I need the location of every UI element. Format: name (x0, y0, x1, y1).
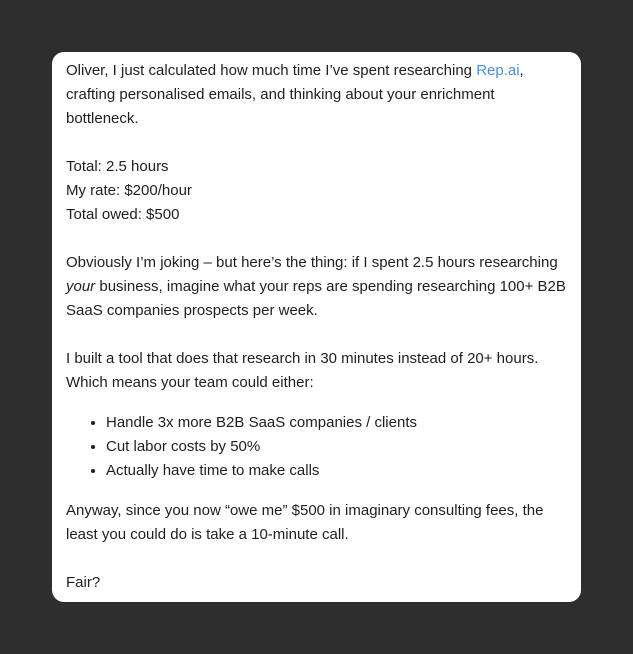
benefit-item: • Actually have time to make calls (106, 459, 567, 483)
rate-line: My rate: $200/hour (66, 182, 192, 199)
tool-paragraph (66, 347, 567, 395)
emphasis-your: your (66, 278, 96, 295)
message-card (52, 52, 581, 602)
rep-ai-link[interactable]: Rep.ai (476, 62, 520, 79)
joke-paragraph (66, 251, 567, 323)
benefits-list (66, 411, 567, 483)
joke-text-end: business, imagine what your reps are spending researching 100+ B2B SaaS companies prospects per week. (66, 278, 566, 319)
total-owed-line: Total owed: $500 (66, 206, 180, 223)
benefit-item: • Cut labor costs by 50% (106, 435, 567, 459)
intro-text-start: Oliver, I just calculated how much time I’ve spent researching (66, 62, 477, 79)
tool-line-1: I built a tool that does that research in 30 minutes instead of 20+ hours. (66, 350, 539, 367)
intro-paragraph (66, 59, 567, 131)
call-request-paragraph: Anyway, since you now “owe me” $500 in imaginary consulting fees, the least you could do is take a 10-minute call. (66, 502, 544, 543)
tool-line-2: Which means your team could either: (66, 374, 314, 391)
intro-text-end: , crafting personalised emails, and thinking about your enrichment bottleneck. (66, 62, 524, 127)
benefit-item: • Handle 3x more B2B SaaS companies / clients (106, 411, 567, 435)
total-hours-line: Total: 2.5 hours (66, 158, 169, 175)
invoice-paragraph (66, 155, 567, 227)
closing-question: Fair? (66, 574, 101, 591)
joke-text-start: Obviously I’m joking – but here’s the thing: if I spent 2.5 hours researching (66, 254, 558, 271)
